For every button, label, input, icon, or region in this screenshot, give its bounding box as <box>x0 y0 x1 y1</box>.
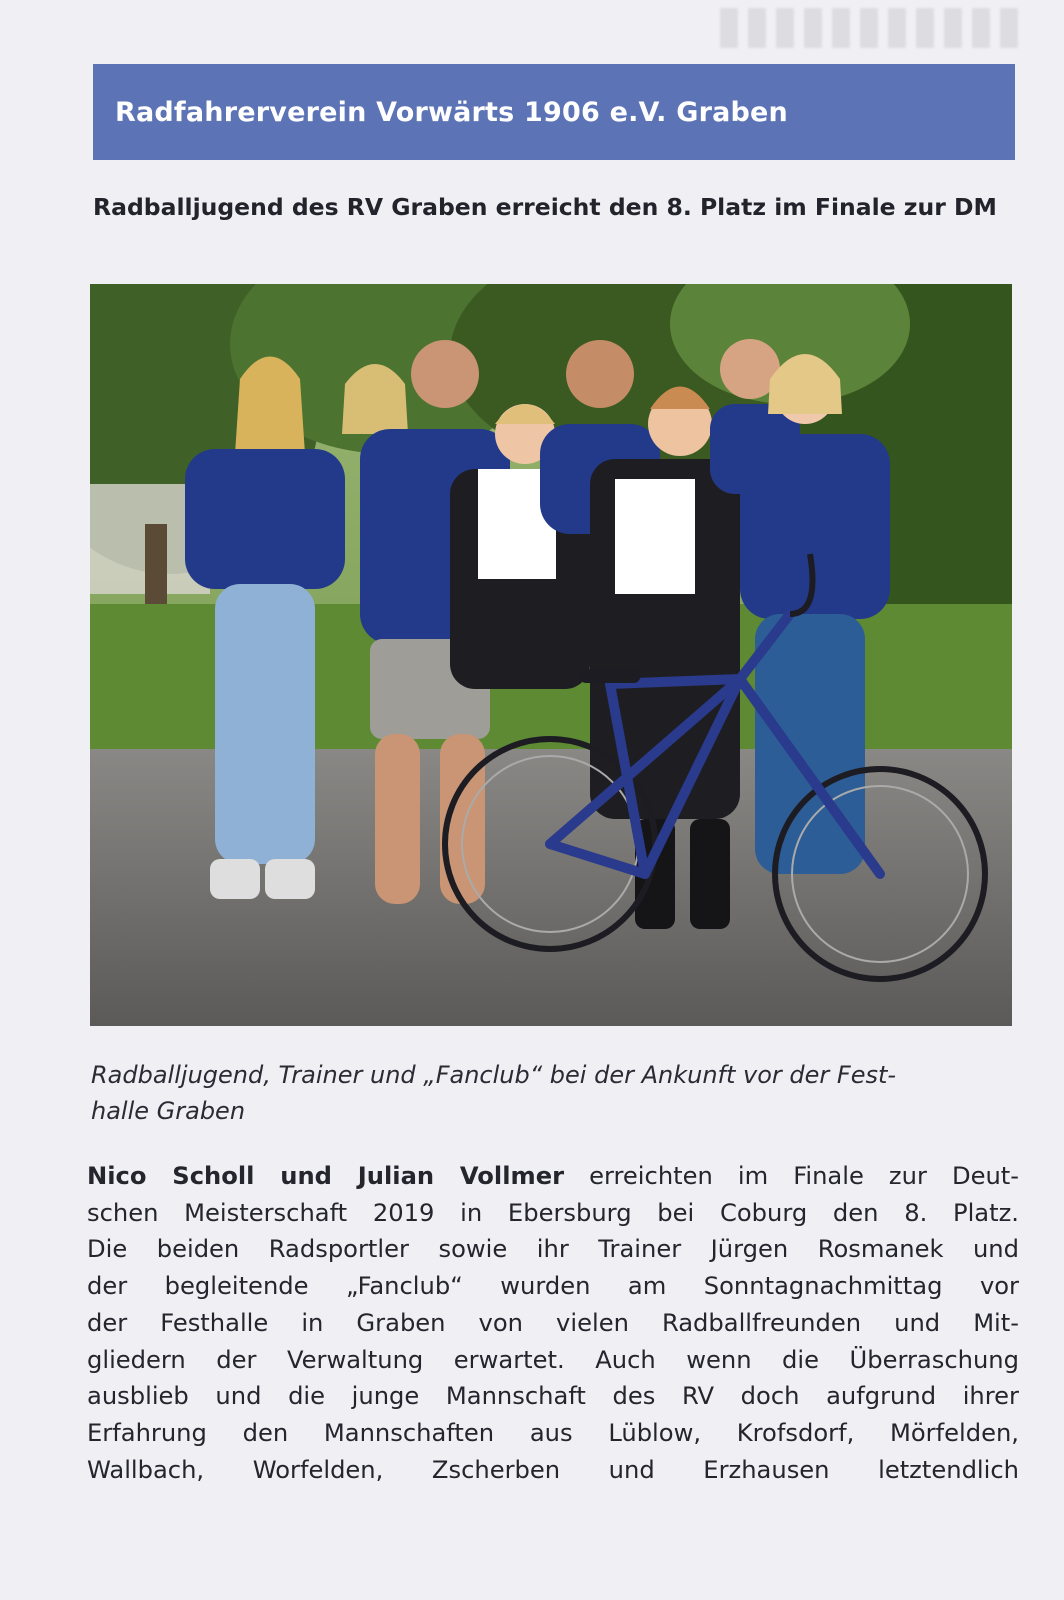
body-line: der Festhalle in Graben von vielen Radballfreunden und Mit- <box>87 1308 1019 1337</box>
banner-title: Radfahrerverein Vorwärts 1906 e.V. Graben <box>115 96 788 128</box>
article-body <box>87 1158 1019 1488</box>
body-line: Die beiden Radsportler sowie ihr Trainer Jürgen Rosmanek und <box>87 1235 1019 1264</box>
body-line: Erfahrung den Mannschaften aus Lüblow, Krofsdorf, Mörfelden, <box>87 1418 1019 1447</box>
body-line: ausblieb und die junge Mannschaft des RV doch aufgrund ihrer <box>87 1382 1019 1411</box>
show-through-text <box>720 8 1020 48</box>
body-line: schen Meisterschaft 2019 in Ebersburg bei Coburg den 8. Platz. <box>87 1198 1019 1227</box>
article-headline: Radballjugend des RV Graben erreicht den 8. Platz im Finale zur DM <box>93 193 997 221</box>
body-line: Wallbach, Worfelden, Zscherben und Erzhausen letztendlich <box>87 1455 1019 1484</box>
body-line: der begleitende „Fanclub“ wurden am Sonntagnachmittag vor <box>87 1272 1019 1301</box>
body-lead: Nico Scholl und Julian Vollmer <box>87 1162 565 1190</box>
caption-line: halle Graben <box>91 1097 246 1125</box>
photo-caption <box>91 1057 1015 1129</box>
section-banner <box>93 64 1015 160</box>
body-line-text: erreichten im Finale zur Deut- <box>564 1162 1019 1190</box>
article-photo <box>90 284 1012 1026</box>
body-line: gliedern der Verwaltung erwartet. Auch wenn die Überraschung <box>87 1345 1019 1374</box>
caption-line: Radballjugend, Trainer und „Fanclub“ bei der Ankunft vor der Fest- <box>91 1061 897 1089</box>
body-line <box>87 1158 1019 1195</box>
